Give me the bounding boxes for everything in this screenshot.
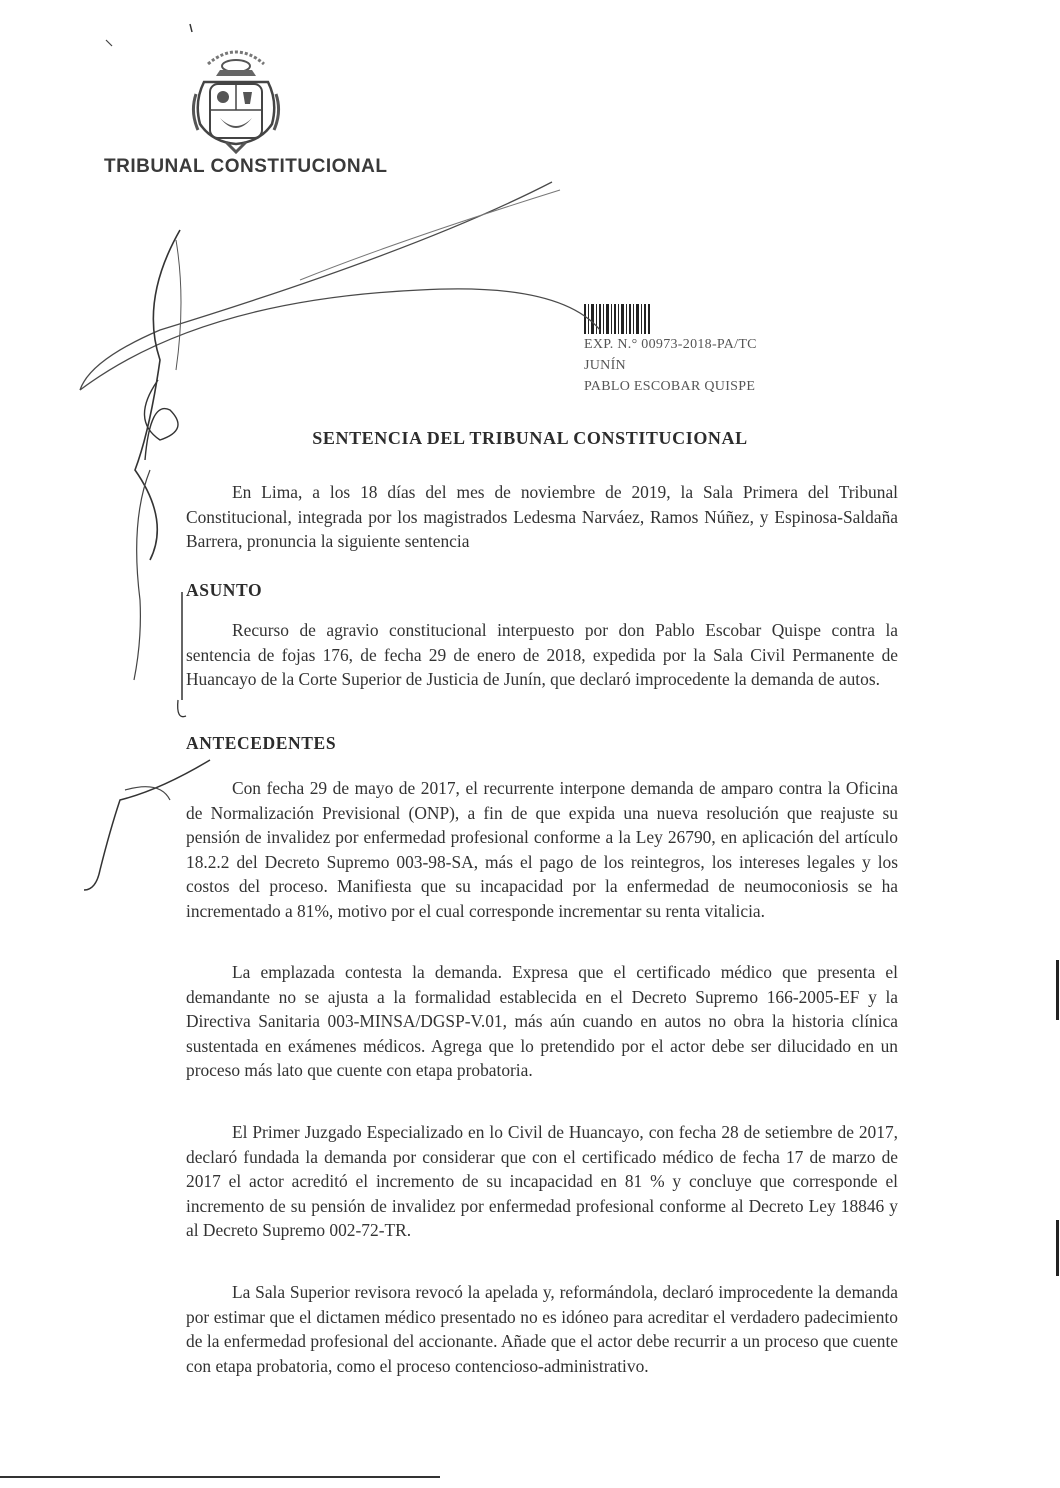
scan-edge-mark xyxy=(1056,1220,1059,1276)
antecedentes-text: La Sala Superior revisora revocó la apelada y, reformándola, declaró improcedente la demanda por estimar que el dictamen médico presentado no es idóneo para acreditar el verdadero padecimiento de la enfermedad profesional del accionante. Añade que el actor debe recurrir a un proceso que cuente con etapa probatoria, como el proceso contencioso-administrativo. xyxy=(186,1282,898,1376)
institution-name: TRIBUNAL CONSTITUCIONAL xyxy=(104,156,388,177)
barcode-icon xyxy=(584,304,650,334)
antecedentes-text: El Primer Juzgado Especializado en lo Civil de Huancayo, con fecha 28 de setiembre de 2017, declaró fundada la demanda por considerar que con el certificado médico de fecha 17 de marzo de 2017 el actor acreditó el incremento de su incapacidad en 81 % y concluye que corresponde el incremento de su pensión de invalidez por enfermedad profesional conforme al Decreto Ley 18846 y al Decreto Supremo 002-72-TR. xyxy=(186,1122,898,1241)
antecedentes-text: La emplazada contesta la demanda. Expresa que el certificado médico que presenta el demandante no se ajusta a la formalidad establecida en el Decreto Supremo 166-2005-EF y la Directiva Sanitaria 003-MINSA/DGSP-V.01, más aún cuando en autos no obra la historia clínica sustentada en exámenes médicos. Agrega que lo pretendido por el actor debe ser dilucidado en un proceso más lato que cuente con etapa probatoria. xyxy=(186,962,898,1081)
footer-rule xyxy=(0,1476,440,1478)
intro-text: En Lima, a los 18 días del mes de noviembre de 2019, la Sala Primera del Tribunal Constitucional, integrada por los magistrados Ledesma Narváez, Ramos Núñez, y Espinosa-Saldaña Barrera, pronuncia la siguiente sentencia xyxy=(186,482,898,552)
coat-of-arms-icon xyxy=(190,42,282,154)
section-heading-asunto: ASUNTO xyxy=(186,580,263,600)
antecedentes-paragraph-1 xyxy=(186,776,898,924)
scan-edge-mark xyxy=(1056,960,1059,1020)
intro-paragraph xyxy=(186,480,898,554)
asunto-paragraph xyxy=(186,618,898,692)
case-region: JUNÍN xyxy=(584,358,626,373)
antecedentes-paragraph-3 xyxy=(186,1120,898,1243)
case-reference xyxy=(584,334,757,397)
asunto-text: Recurso de agravio constitucional interpuesto por don Pablo Escobar Quispe contra la sentencia de fojas 176, de fecha 29 de enero de 2018, expedida por la Sala Civil Permanente de Huancayo de la Corte Superior de Justicia de Junín, que declaró improcedente la demanda de autos. xyxy=(186,620,898,690)
case-number: EXP. N.° 00973-2018-PA/TC xyxy=(584,337,757,352)
case-party: PABLO ESCOBAR QUISPE xyxy=(584,379,756,394)
antecedentes-paragraph-4 xyxy=(186,1280,898,1378)
document-title: SENTENCIA DEL TRIBUNAL CONSTITUCIONAL xyxy=(312,428,748,448)
antecedentes-paragraph-2 xyxy=(186,960,898,1083)
section-heading-antecedentes: ANTECEDENTES xyxy=(186,733,337,753)
antecedentes-text: Con fecha 29 de mayo de 2017, el recurrente interpone demanda de amparo contra la Oficina de Normalización Previsional (ONP), a fin de que expida una nueva resolución que reajuste su pensión de invalidez por enfermedad profesional conforme a la Ley 26790, en aplicación del artículo 18.2.2 del Decreto Supremo 003-98-SA, más el pago de los reintegros, los intereses legales y los costos del proceso. Manifiesta que su incapacidad por la enfermedad de neumoconiosis se ha incrementado a 81%, motivo por el cual corresponde incrementar su renta vitalicia. xyxy=(186,778,898,921)
